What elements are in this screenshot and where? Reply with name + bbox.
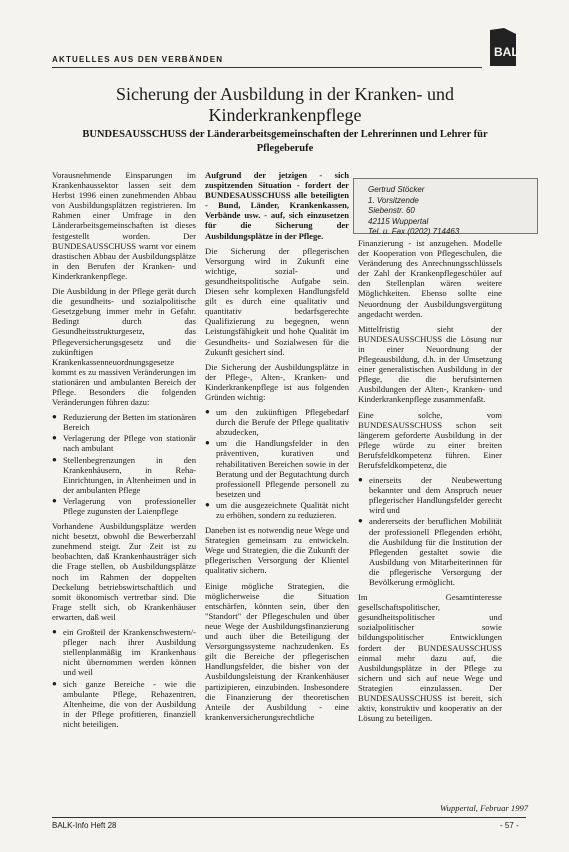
column-2 (205, 170, 349, 727)
article-subtitle: BUNDESAUSSCHUSS der Länderarbeitsgemeinschaften der Lehrerinnen und Lehrer für Pflegeberufe (82, 129, 488, 154)
contact-street: Siebenstr. 60 (368, 206, 415, 215)
bullet-list (52, 412, 196, 516)
footer-rule (52, 817, 526, 818)
list-item: ● um die Handlungsfelder in den präventiven, kurativen und rehabilitativen Bereichen sowie in der Beratung und der Begutachtung durch professionell Pflegende personell zu besetzen und (205, 438, 349, 499)
bullet-list (52, 627, 196, 729)
paragraph: Die Sicherung der Ausbildungsplätze in der Pflege-, Alten-, Kranken- und Kinderkrankenpflege ist aus folgenden Gründen wichtig: (205, 361, 349, 402)
paragraph: Vorhandene Ausbildungsplätze werden nicht besetzt, obwohl die Bewerberzahl zunehmend steigt. Zur Zeit ist zu beobachten, daß Krankenhausträger sich die Frage stellen, ob Ausbildungsplätze noch im Rahmen der doppelten Deckelung betriebswirtschaftlich und somit ökonomisch vertretbar sind. Die Frage stellt sich, ob Krankenhäuser erwarten, daß weil (52, 521, 196, 622)
contact-role: 1. Vorsitzende (368, 195, 419, 205)
list-item: ● einerseits der Neubewertung bekannter und dem Anspruch neuer pflegerischer Handlungsfelder gerecht wird und (358, 475, 502, 515)
header-rule (52, 67, 482, 68)
list-item: ● Reduzierung der Betten im stationären Bereich (52, 412, 196, 432)
column-3 (358, 170, 502, 728)
column-1 (52, 170, 196, 734)
list-item: ● andererseits der beruflichen Mobilität der professionell Pflegenden erhöht, die Ausbildung für die Institution der Pflegenden gestaltet sowie die Ausbildung von Mitarbeiterinnen für die pflegerische Versorgung der Bevölkerung ermöglicht. (358, 516, 502, 587)
paragraph: Eine solche, vom BUNDESAUSSCHUSS schon seit längerem geforderte Ausbildung in der Pflege würde zu einer breiten Berufsfeldkompetenz führen. Einer Berufsfeldkompetenz, die (358, 409, 502, 470)
paragraph: Die Ausbildung in der Pflege gerät durch die gesundheits- und sozialpolitische Gesetzgebung immer mehr in Gefahr. Bedingt durch das Gesundheitsstrukturgesetz, das Pflegeversicherungsgesetz und die zukünftigen Krankenkassenneuordnungsgesetze kommt es zu massiven Veränderungen im stationären und ambulanten Bereich der Pflege. Besonders die folgenden Veränderungen führen dazu: (52, 286, 196, 408)
paragraph: Finanzierung - ist anzugehen. Modelle der Kooperation von Pflegeschulen, die Veränderung des Anrechnungsschlüssels der Zahl der Krankenpflegeschüler auf den Stellenplan wären weitere Möglichkeiten. Ebenso sollte eine Neuordnung der Ausbildungsvergütung angedacht werden. (358, 238, 502, 319)
bullet-list (205, 407, 349, 520)
paragraph: Vorausnehmende Einsparungen im Krankenhaussektor lassen seit dem Herbst 1996 einen zunehmenden Abbau von Ausbildungsplätzen registrieren. Im Rahmen einer Umfrage in den Länderarbeitsgemeinschaften ist dieses festgestellt worden. Der BUNDESAUSSCHUSS warnt vor einem drastischen Abbau der Ausbildungsplätze in den Berufen der Kranken- und Kinderkrankenpflege. (52, 170, 196, 281)
contact-phone: Tel. u. Fax (0202) 714463 (368, 227, 460, 236)
paragraph: Mittelfristig sieht der BUNDESAUSSCHUSS die Lösung nur in einer Neuordnung der Pflegeausbildung, d.h. in der Umsetzung einer generalistischen Ausbildung in der Pflege, die die berufsinternen Ausbildungen der Alten-, Kranken- und Kinderkrankenpflege zusammenfaßt. (358, 323, 502, 405)
page-number: - 57 - (500, 821, 519, 830)
article-title: Sicherung der Ausbildung in der Kranken- und Kinderkrankenpflege (116, 84, 454, 125)
paragraph: Die Sicherung der pflegerischen Versorgung wird in Zukunft eine wichtige, sozial- und gesundheitspolitische Aufgabe sein. Diesen sehr komplexen Handlungsfeld gilt es durch eine qualitativ und quantitativ bedarfsgerechte Qualifizierung zu begegnen, wenn Leistungsfähigkeit und hohe Qualität im Gesundheits- und Sozialwesen für die Zukunft gesichert sind. (205, 245, 349, 357)
balk-logo (486, 26, 528, 70)
signature-line: Wuppertal, Februar 1997 (440, 803, 529, 813)
list-item: ● sich ganze Bereiche - wie die ambulante Pflege, Rehazentren, Altenheime, die von der Ausbildung in der Pflege profitieren, finanziell nicht beteiligen. (52, 679, 196, 729)
svg-text:BALK: BALK (494, 45, 528, 59)
list-item: ● um den zukünftigen Pflegebedarf durch die Berufe der Pflege qualitativ abzudecken, (205, 407, 349, 437)
list-item: ● Stellenbegrenzungen in den Krankenhäusern, in Reha-Einrichtungen, in Altenheimen und in der ambulanten Pflege (52, 455, 196, 495)
list-item: ● Verlagerung von professioneller Pflege zugunsten der Laienpflege (52, 496, 196, 516)
paragraph: Im Gesamtinteresse gesellschaftspolitischer, gesundheitspolitischer und sozialpolitischer sowie bildungspolitischer Entwicklungen fordert der BUNDESAUSSCHUSS einmal mehr dazu auf, die Ausbildungsplätze in der Pflege zu sichern und sich auf neue Wege und Strategien einzulassen. Der BUNDESAUSSCHUSS ist bereit, sich aktiv, konstruktiv und kooperativ an der Lösung zu beteiligen. (358, 592, 502, 724)
contact-name: Gertrud Stöcker (368, 185, 425, 194)
footer-publication: BALK-Info Heft 28 (52, 821, 117, 830)
paragraph: Einige mögliche Strategien, die möglicherweise die Situation entschärfen, könnten sein, über den "Standort" der Pflegeschulen und über neue Wege der Ausbildungsfinanzierung und auch über die Beteiligung der Versorgungssysteme nachzudenken. Es gilt die Bereiche der pflegerischen Handlungsfelder, die bisher von der Ausbildungsleistung der Krankenhäuser partizipieren, einzubinden. Insbesondere die Finanzierung der theoretischen Anteile der Ausbildung - eine krankenversicherungsrechtliche (205, 580, 349, 722)
section-heading: AKTUELLES AUS DEN VERBÄNDEN (52, 55, 224, 64)
paragraph: Daneben ist es notwendig neue Wege und Strategien gemeinsam zu entwickeln. Wege und Strategien, die die Zukunft der pflegerischen Versorgung der Klientel qualitativ sichern. (205, 525, 349, 576)
contact-city: 42115 Wuppertal (368, 216, 429, 226)
demand-paragraph: Aufgrund der jetzigen - sich zuspitzenden Situation - fordert der BUNDESAUSSCHUSS alle beteiligten - Bund, Länder, Krankenkassen, Verbände usw. - auf, sich einzusetzen für die Sicherung der Ausbildungsplätze in der Pflege. (205, 170, 349, 241)
bullet-list (358, 475, 502, 587)
list-item: ● ein Großteil der Krankenschwestern/-pfleger nach ihrer Ausbildung stellenplanmäßig im Krankenhaus nicht übernommen werden können und weil (52, 627, 196, 677)
list-item: ● Verlagerung der Pflege von stationär nach ambulant (52, 433, 196, 453)
list-item: ● um die ausgezeichnete Qualität nicht zu erhöhen, sondern zu reduzieren. (205, 500, 349, 520)
